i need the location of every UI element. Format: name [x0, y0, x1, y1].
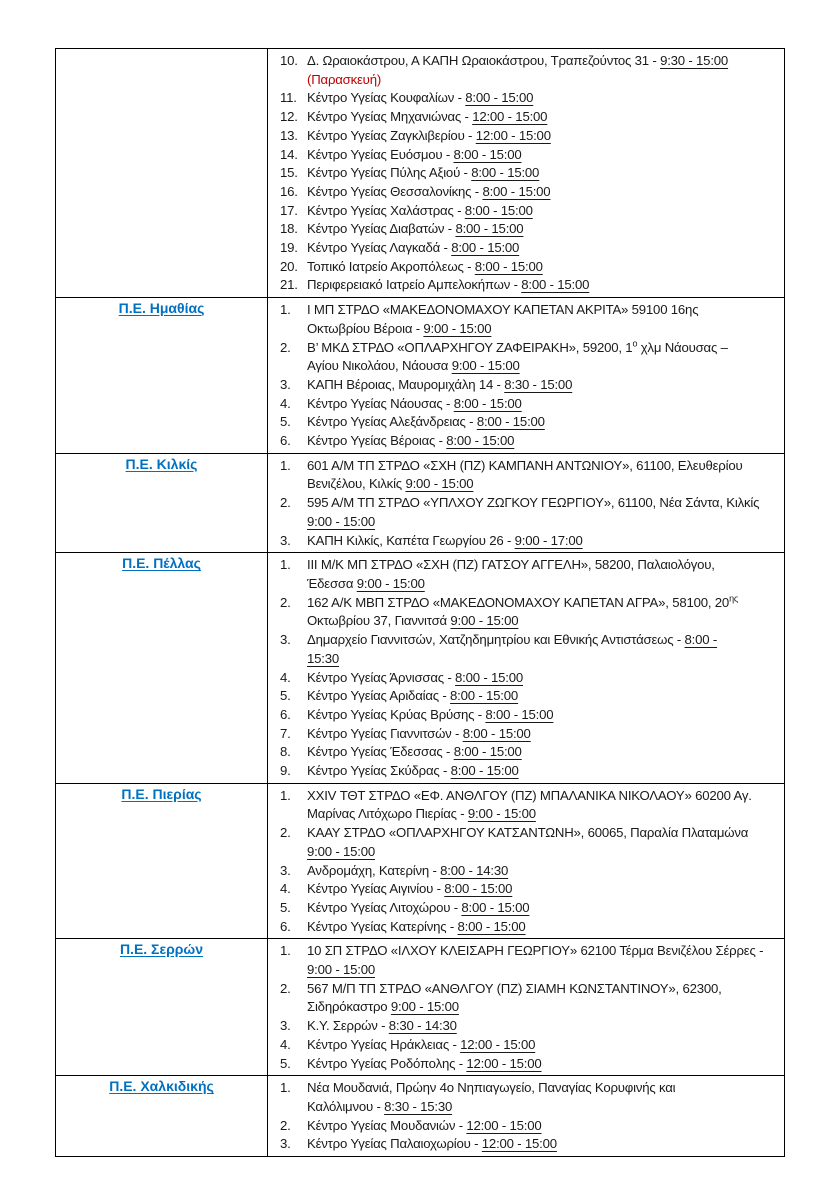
text-run: ΚΑΠΗ Κιλκίς, Καπέτα Γεωργίου 26 -: [307, 532, 515, 548]
text-run: χλμ Νάουσας –: [637, 339, 728, 355]
text-line: [307, 998, 779, 1017]
text-line: [307, 276, 779, 295]
list-item: [280, 1135, 779, 1154]
list-item: [280, 52, 779, 89]
text-line: [307, 1055, 779, 1074]
item-number: 4.: [280, 881, 291, 897]
ordinal-superscript: ο: [632, 338, 638, 349]
items-cell: [268, 298, 785, 454]
day-note: (Παρασκευή): [307, 71, 382, 87]
text-line: [307, 494, 779, 513]
list-item: [280, 146, 779, 165]
list-item: [280, 669, 779, 688]
list-item: [280, 594, 779, 631]
table-row: [56, 453, 785, 553]
text-line: [307, 918, 779, 937]
text-run: Δημαρχείο Γιαννιτσών, Χατζηδημητρίου και Εθνικής Αντιστάσεως -: [307, 632, 685, 648]
list-item: [280, 413, 779, 432]
text-run: Περιφερειακό Ιατρείο Αμπελοκήπων -: [307, 277, 522, 293]
list-item: [280, 556, 779, 593]
time-range: 8:00 - 15:00: [455, 221, 524, 237]
list-item: [280, 301, 779, 338]
list-item: [280, 824, 779, 861]
text-line: [307, 258, 779, 277]
region-label[interactable]: Π.Ε. Κιλκίς: [125, 455, 198, 472]
region-cell: [56, 783, 268, 939]
text-run: Αγίου Νικολάου, Νάουσα: [307, 358, 452, 374]
text-line: [307, 89, 779, 108]
region-cell: [56, 298, 268, 454]
text-run: 567 Μ/Π ΤΠ ΣΤΡΔΟ «ΑΝΘΛΓΟΥ (ΠΖ) ΣΙΑΜΗ ΚΩΝΣΤΑΝΤΙΝΟΥ», 62300,: [307, 980, 722, 996]
text-run: Κέντρο Υγείας Νάουσας -: [307, 395, 454, 411]
item-number: 3.: [280, 632, 291, 648]
time-range: 8:00 - 15:00: [451, 240, 520, 256]
text-line: [307, 339, 779, 358]
list-item: [280, 631, 779, 668]
text-run: Κέντρο Υγείας Κρύας Βρύσης -: [307, 706, 486, 722]
item-number: 7.: [280, 725, 291, 741]
text-run: Κέντρο Υγείας Ηράκλειας -: [307, 1036, 461, 1052]
item-number: 3.: [280, 1136, 291, 1152]
item-number: 6.: [280, 706, 291, 722]
time-range: 8:00 - 15:00: [450, 763, 519, 779]
item-number: 12.: [280, 109, 298, 125]
region-label[interactable]: Π.Ε. Σερρών: [119, 941, 204, 958]
time-range: 9:30 - 15:00: [660, 53, 729, 68]
list-item: [280, 762, 779, 781]
time-range: 8:00 - 15:00: [455, 669, 524, 685]
table-row: [56, 939, 785, 1076]
table-row: [56, 49, 785, 298]
item-number: 1.: [280, 943, 291, 959]
text-line: [307, 980, 779, 999]
schedule-table-body: [56, 49, 785, 1157]
text-run: 10 ΣΠ ΣΤΡΔΟ «ΙΛΧΟΥ ΚΛΕΙΣΑΡΗ ΓΕΩΡΓΙΟΥ» 62100 Τέρμα Βενιζέλου Σέρρες -: [307, 943, 764, 959]
text-line: [307, 743, 779, 762]
item-number: 17.: [280, 202, 298, 218]
table-row: [56, 553, 785, 783]
text-run: XXIV ΤΘΤ ΣΤΡΔΟ «ΕΦ. ΑΝΘΛΓΟΥ (ΠΖ) ΜΠΑΛΑΝΙΚΑ ΝΙΚΟΛΑΟΥ» 60200 Αγ.: [307, 787, 752, 803]
time-range: 8:00 - 15:00: [474, 258, 543, 274]
time-range: 8:30 - 15:30: [384, 1098, 453, 1114]
item-number: 1.: [280, 302, 291, 318]
item-number: 10.: [280, 53, 298, 68]
text-run: Κέντρο Υγείας Μουδανιών -: [307, 1117, 467, 1133]
list-item: [280, 339, 779, 376]
text-line: [307, 183, 779, 202]
region-cell: [56, 939, 268, 1076]
item-number: 4.: [280, 669, 291, 685]
text-line: [307, 669, 779, 688]
list-item: [280, 1117, 779, 1136]
text-line: [307, 357, 779, 376]
text-line: [307, 202, 779, 221]
list-item: [280, 1036, 779, 1055]
item-number: 3.: [280, 1018, 291, 1034]
text-line: [307, 432, 779, 451]
time-range: 8:00 - 15:00: [444, 881, 513, 897]
text-line: [307, 899, 779, 918]
text-run: Κέντρο Υγείας Κουφαλίων -: [307, 90, 466, 106]
list-item: [280, 687, 779, 706]
text-run: Κέντρο Υγείας Λαγκαδά -: [307, 240, 452, 256]
text-line: [307, 164, 779, 183]
list-item: [280, 1017, 779, 1036]
ordinal-superscript: ης: [729, 593, 739, 604]
text-run: Κέντρο Υγείας Βέροιας -: [307, 433, 447, 449]
list-item: [280, 942, 779, 979]
schedule-table: [55, 48, 785, 1157]
text-line: [307, 52, 779, 71]
text-line: [307, 824, 779, 843]
text-run: Τοπικό Ιατρείο Ακροπόλεως -: [307, 258, 475, 274]
region-label[interactable]: Π.Ε. Πέλλας: [122, 555, 201, 572]
item-number: 2.: [280, 980, 291, 996]
time-range: 9:00 - 15:00: [307, 843, 375, 859]
text-run: Ανδρομάχη, Κατερίνη -: [307, 862, 441, 878]
list-item: [280, 532, 779, 551]
list-item: [280, 457, 779, 494]
text-run: Οκτωβρίου Βέροια -: [307, 320, 424, 336]
time-range: 9:00 - 15:00: [450, 613, 519, 629]
text-line: [307, 220, 779, 239]
item-number: 18.: [280, 221, 298, 237]
text-line: [307, 1135, 779, 1154]
time-range: 8:00 - 15:00: [453, 744, 522, 760]
list-item: [280, 1079, 779, 1116]
text-line: [307, 631, 779, 650]
text-run: Κ.Υ. Σερρών -: [307, 1018, 389, 1034]
table-row: [56, 1076, 785, 1157]
text-line: [307, 1036, 779, 1055]
list-item: [280, 880, 779, 899]
item-number: 4.: [280, 395, 291, 411]
item-number: 6.: [280, 433, 291, 449]
list-item: [280, 432, 779, 451]
time-range: 9:00 - 15:00: [307, 513, 375, 529]
list-item: [280, 395, 779, 414]
list-item: [280, 494, 779, 531]
item-number: 16.: [280, 183, 298, 199]
text-run: Οκτωβρίου 37, Γιαννιτσά: [307, 613, 451, 629]
item-number: 14.: [280, 146, 298, 162]
item-number: 3.: [280, 862, 291, 878]
text-run: Κέντρο Υγείας Γιαννιτσών -: [307, 725, 463, 741]
text-run: Κέντρο Υγείας Αιγινίου -: [307, 881, 445, 897]
text-line: [307, 706, 779, 725]
text-run: Κέντρο Υγείας Σκύδρας -: [307, 763, 451, 779]
text-run: Ι ΜΠ ΣΤΡΔΟ «ΜΑΚΕΔΟΝΟΜΑΧΟΥ ΚΑΠΕΤΑΝ ΑΚΡΙΤΑ» 59100 16ης: [307, 302, 699, 318]
items-cell: [268, 1076, 785, 1157]
text-line: [307, 127, 779, 146]
time-range: 8:00 - 15:00: [464, 202, 533, 218]
text-run: Κέντρο Υγείας Άρνισσας -: [307, 669, 456, 685]
text-line: [307, 725, 779, 744]
text-line: [307, 612, 779, 631]
time-range: 12:00 - 15:00: [460, 1036, 536, 1052]
time-range: 8:00 - 15:00: [465, 90, 534, 106]
item-number: 6.: [280, 918, 291, 934]
items-cell: [268, 453, 785, 553]
text-run: Δ. Ωραιοκάστρου, Α ΚΑΠΗ Ωραιοκάστρου, Τραπεζούντος 31 -: [307, 53, 661, 68]
list-item: [280, 202, 779, 221]
text-run: Κέντρο Υγείας Θεσσαλονίκης -: [307, 183, 483, 199]
region-label[interactable]: Π.Ε. Πιερίας: [121, 785, 202, 802]
item-number: 5.: [280, 899, 291, 915]
text-run: Καλόλιμνου -: [307, 1098, 385, 1114]
text-line: [307, 301, 779, 320]
time-range: 8:00 - 15:00: [462, 725, 531, 741]
time-range: 9:00 - 15:00: [405, 476, 474, 492]
time-range: 12:00 - 15:00: [466, 1117, 542, 1133]
list-item: [280, 127, 779, 146]
item-number: 5.: [280, 1055, 291, 1071]
time-range: 12:00 - 15:00: [466, 1055, 542, 1071]
text-run: ΙΙΙ Μ/Κ ΜΠ ΣΤΡΔΟ «ΣΧΗ (ΠΖ) ΓΑΤΣΟΥ ΑΓΓΕΛΗ», 58200, Παλαιολόγου,: [307, 557, 715, 573]
item-number: 2.: [280, 825, 291, 841]
time-range: 8:00 - 15:00: [521, 277, 590, 293]
time-range: 8:00 - 15:00: [453, 395, 522, 411]
item-number: 3.: [280, 532, 291, 548]
text-line: [307, 942, 779, 961]
text-line: [307, 556, 779, 575]
text-line: [307, 239, 779, 258]
text-run: 162 Α/Κ ΜΒΠ ΣΤΡΔΟ «ΜΑΚΕΔΟΝΟΜΑΧΟΥ ΚΑΠΕΤΑΝ ΑΓΡΑ», 58100, 20: [307, 594, 730, 610]
list-item: [280, 89, 779, 108]
region-cell: [56, 553, 268, 783]
item-number: 1.: [280, 787, 291, 803]
list-item: [280, 1055, 779, 1074]
text-run: Κέντρο Υγείας Πύλης Αξιού -: [307, 165, 472, 181]
text-line: [307, 862, 779, 881]
text-run: Κέντρο Υγείας Χαλάστρας -: [307, 202, 465, 218]
text-run: ΚΑΑΥ ΣΤΡΔΟ «ΟΠΛΑΡΧΗΓΟΥ ΚΑΤΣΑΝΤΩΝΗ», 60065, Παραλία Πλαταμώνα: [307, 825, 749, 841]
text-run: Έδεσσα: [307, 575, 357, 591]
time-range: 8:00 - 15:00: [476, 414, 545, 430]
item-number: 2.: [280, 495, 291, 511]
list-item: [280, 220, 779, 239]
text-line: [307, 376, 779, 395]
text-run: Κέντρο Υγείας Αριδαίας -: [307, 688, 451, 704]
item-number: 1.: [280, 557, 291, 573]
text-line: [307, 961, 779, 980]
text-line: [307, 575, 779, 594]
list-item: [280, 258, 779, 277]
text-line: [307, 1079, 779, 1098]
text-run: Β’ ΜΚΔ ΣΤΡΔΟ «ΟΠΛΑΡΧΗΓΟΥ ΖΑΦΕΙΡΑΚΗ», 59200, 1: [307, 339, 633, 355]
time-range: 8:00 - 15:00: [461, 899, 530, 915]
region-cell: [56, 453, 268, 553]
time-range: 8:00 - 15:00: [482, 183, 551, 199]
time-range: 9:00 - 15:00: [307, 962, 375, 978]
list-item: [280, 108, 779, 127]
list-item: [280, 899, 779, 918]
time-range: 15:30: [307, 650, 340, 666]
list-item: [280, 239, 779, 258]
item-number: 3.: [280, 376, 291, 392]
text-run: Σιδηρόκαστρο: [307, 999, 391, 1015]
text-line: [307, 880, 779, 899]
list-item: [280, 787, 779, 824]
text-line: [307, 395, 779, 414]
text-line: [307, 762, 779, 781]
list-item: [280, 276, 779, 295]
text-line: [307, 71, 779, 90]
text-line: [307, 805, 779, 824]
time-range: 8:00 - 15:00: [446, 433, 515, 449]
text-line: [307, 413, 779, 432]
text-run: Κέντρο Υγείας Μηχανιώνας -: [307, 109, 473, 125]
time-range: 9:00 - 17:00: [514, 532, 583, 548]
list-item: [280, 725, 779, 744]
time-range: 8:00 - 14:30: [440, 862, 509, 878]
items-cell: [268, 939, 785, 1076]
text-run: 601 Α/Μ ΤΠ ΣΤΡΔΟ «ΣΧΗ (ΠΖ) ΚΑΜΠΑΝΗ ΑΝΤΩΝΙΟΥ», 61100, Ελευθερίου: [307, 457, 743, 473]
text-run: Κέντρο Υγείας Διαβατών -: [307, 221, 456, 237]
list-item: [280, 376, 779, 395]
items-cell: [268, 783, 785, 939]
time-range: 8:00 - 15:00: [457, 918, 526, 934]
text-run: Κέντρο Υγείας Κατερίνης -: [307, 918, 458, 934]
text-run: Νέα Μουδανιά, Πρώην 4ο Νηπιαγωγείο, Παναγίας Κορυφινής και: [307, 1080, 676, 1096]
text-run: 595 Α/Μ ΤΠ ΣΤΡΔΟ «ΥΠΛΧΟΥ ΖΩΓΚΟΥ ΓΕΩΡΓΙΟΥ», 61100, Νέα Σάντα, Κιλκίς: [307, 495, 760, 511]
item-number: 5.: [280, 688, 291, 704]
text-run: Κέντρο Υγείας Λιτοχώρου -: [307, 899, 462, 915]
region-label[interactable]: Π.Ε. Ημαθίας: [118, 300, 205, 317]
item-number: 1.: [280, 457, 291, 473]
time-range: 9:00 - 15:00: [390, 999, 459, 1015]
item-number: 2.: [280, 594, 291, 610]
text-line: [307, 320, 779, 339]
text-line: [307, 594, 779, 613]
region-label[interactable]: Π.Ε. Χαλκιδικής: [109, 1078, 214, 1095]
item-number: 15.: [280, 165, 298, 181]
text-line: [307, 687, 779, 706]
time-range: 12:00 - 15:00: [481, 1136, 557, 1152]
list-item: [280, 980, 779, 1017]
table-row: [56, 298, 785, 454]
time-range: 8:00 -: [684, 632, 718, 648]
text-run: Βενιζέλου, Κιλκίς: [307, 476, 406, 492]
items-cell: [268, 49, 785, 298]
text-run: Κέντρο Υγείας Έδεσσας -: [307, 744, 454, 760]
region-cell-empty: [56, 49, 268, 298]
text-run: Κέντρο Υγείας Αλεξάνδρειας -: [307, 414, 477, 430]
text-line: [307, 1098, 779, 1117]
text-run: Κέντρο Υγείας Ροδόπολης -: [307, 1055, 467, 1071]
text-line: [307, 650, 779, 669]
table-row: [56, 783, 785, 939]
text-line: [307, 1017, 779, 1036]
time-range: 12:00 - 15:00: [472, 109, 548, 125]
list-item: [280, 164, 779, 183]
time-range: 8:30 - 15:00: [504, 376, 573, 392]
item-number: 13.: [280, 127, 298, 143]
list-item: [280, 743, 779, 762]
item-number: 2.: [280, 339, 291, 355]
time-range: 8:00 - 15:00: [450, 688, 519, 704]
time-range: 9:00 - 15:00: [423, 320, 492, 336]
text-line: [307, 513, 779, 532]
list-item: [280, 183, 779, 202]
text-line: [307, 787, 779, 806]
text-run: Μαρίνας Λιτόχωρο Πιερίας -: [307, 806, 468, 822]
item-number: 9.: [280, 763, 291, 779]
list-item: [280, 862, 779, 881]
list-item: [280, 706, 779, 725]
time-range: 8:00 - 15:00: [471, 165, 540, 181]
item-number: 5.: [280, 414, 291, 430]
list-item: [280, 918, 779, 937]
item-number: 1.: [280, 1080, 291, 1096]
text-run: Κέντρο Υγείας Παλαιοχωρίου -: [307, 1136, 482, 1152]
text-line: [307, 108, 779, 127]
item-number: 21.: [280, 277, 298, 293]
time-range: 8:30 - 14:30: [388, 1018, 457, 1034]
time-range: 8:00 - 15:00: [485, 706, 554, 722]
item-number: 2.: [280, 1117, 291, 1133]
text-run: Κέντρο Υγείας Ζαγκλιβερίου -: [307, 127, 476, 143]
time-range: 9:00 - 15:00: [356, 575, 425, 591]
item-number: 19.: [280, 240, 298, 256]
item-number: 8.: [280, 744, 291, 760]
text-line: [307, 475, 779, 494]
text-line: [307, 457, 779, 476]
text-line: [307, 146, 779, 165]
items-cell: [268, 553, 785, 783]
text-run: Κέντρο Υγείας Ευόσμου -: [307, 146, 454, 162]
time-range: 9:00 - 15:00: [467, 806, 536, 822]
region-cell: [56, 1076, 268, 1157]
time-range: 8:00 - 15:00: [453, 146, 522, 162]
item-number: 4.: [280, 1036, 291, 1052]
text-run: ΚΑΠΗ Βέροιας, Μαυρομιχάλη 14 -: [307, 376, 505, 392]
text-line: [307, 532, 779, 551]
item-number: 11.: [280, 90, 297, 106]
time-range: 12:00 - 15:00: [475, 127, 551, 143]
text-line: [307, 1117, 779, 1136]
item-number: 20.: [280, 258, 298, 274]
text-line: [307, 843, 779, 862]
time-range: 9:00 - 15:00: [451, 358, 520, 374]
